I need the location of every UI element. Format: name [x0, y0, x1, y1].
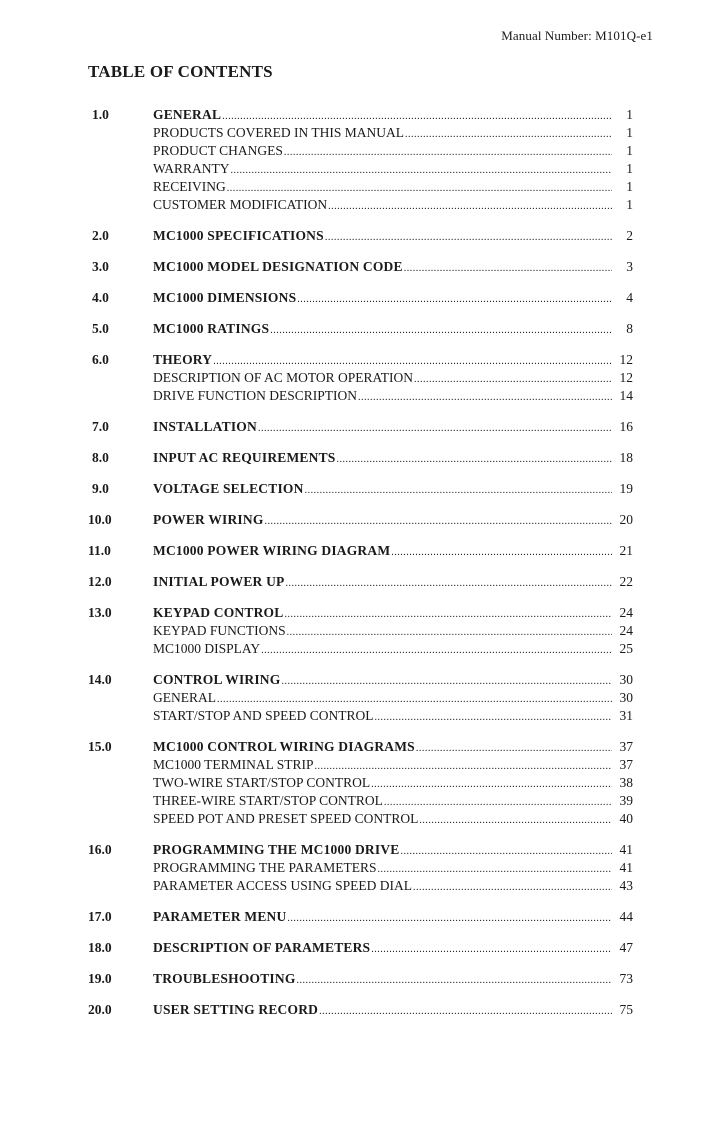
section-title: CONTROL WIRING	[153, 672, 281, 687]
section-number: 20.0	[88, 1002, 112, 1017]
toc-section	[88, 320, 633, 338]
section-title: DESCRIPTION OF PARAMETERS	[153, 940, 371, 955]
toc-section	[88, 939, 633, 957]
section-number: 2.0	[92, 228, 109, 243]
dot-leader	[231, 162, 613, 180]
toc-section	[88, 258, 633, 276]
page-number: 2	[626, 228, 633, 243]
dot-leader	[297, 972, 612, 990]
section-number: 7.0	[92, 419, 109, 434]
page-number: 1	[626, 197, 633, 212]
dot-leader	[375, 709, 612, 727]
dot-leader	[416, 740, 612, 758]
dot-leader	[358, 389, 612, 407]
toc-section	[88, 449, 633, 467]
dot-leader	[284, 606, 612, 624]
page-title: TABLE OF CONTENTS	[88, 62, 273, 81]
toc-entry	[88, 841, 633, 859]
subsection-title: RECEIVING	[153, 179, 226, 194]
page-number: 30	[619, 690, 633, 705]
section-number: 12.0	[88, 574, 112, 589]
dot-leader	[391, 544, 612, 562]
page-number: 4	[626, 290, 633, 305]
page-number: 75	[619, 1002, 633, 1017]
section-title: KEYPAD CONTROL	[153, 605, 284, 620]
page-number: 8	[626, 321, 633, 336]
toc-entry	[88, 908, 633, 926]
page-number: 39	[619, 793, 633, 808]
section-title: INITIAL POWER UP	[153, 574, 285, 589]
toc-subentry	[88, 142, 633, 160]
toc-subentry	[88, 124, 633, 142]
page-number: 38	[619, 775, 633, 790]
toc-subentry	[88, 160, 633, 178]
subsection-title: CUSTOMER MODIFICATION	[153, 197, 328, 212]
page-number: 43	[619, 878, 633, 893]
page-number: 30	[619, 672, 633, 687]
dot-leader	[265, 513, 612, 531]
toc-section	[88, 227, 633, 245]
toc-subentry	[88, 369, 633, 387]
toc-entry	[88, 351, 633, 369]
toc-subentry	[88, 689, 633, 707]
subsection-title: START/STOP AND SPEED CONTROL	[153, 708, 374, 723]
toc-entry	[88, 1001, 633, 1019]
section-title: MC1000 CONTROL WIRING DIAGRAMS	[153, 739, 415, 754]
toc-subentry	[88, 810, 633, 828]
page-number: 19	[619, 481, 633, 496]
subsection-title: PARAMETER ACCESS USING SPEED DIAL	[153, 878, 413, 893]
toc-entry	[88, 604, 633, 622]
toc-section	[88, 908, 633, 926]
section-number: 3.0	[92, 259, 109, 274]
section-title: USER SETTING RECORD	[153, 1002, 319, 1017]
page-number: 1	[626, 143, 633, 158]
toc-section	[88, 841, 633, 895]
dot-leader	[287, 624, 612, 642]
dot-leader	[378, 861, 612, 879]
page-number: 1	[626, 107, 633, 122]
page-number: 47	[619, 940, 633, 955]
toc-entry	[88, 671, 633, 689]
subsection-title: KEYPAD FUNCTIONS	[153, 623, 286, 638]
page-number: 24	[619, 605, 633, 620]
toc-subentry	[88, 877, 633, 895]
section-title: VOLTAGE SELECTION	[153, 481, 304, 496]
page-number: 1	[626, 125, 633, 140]
section-number: 5.0	[92, 321, 109, 336]
section-title: MC1000 POWER WIRING DIAGRAM	[153, 543, 391, 558]
toc-entry	[88, 289, 633, 307]
section-title: THEORY	[153, 352, 213, 367]
toc-entry	[88, 970, 633, 988]
dot-leader	[414, 371, 612, 389]
toc-entry	[88, 542, 633, 560]
dot-leader	[325, 229, 612, 247]
dot-leader	[404, 260, 612, 278]
toc-entry	[88, 511, 633, 529]
dot-leader	[305, 482, 612, 500]
toc-subentry	[88, 707, 633, 725]
page-number: 21	[619, 543, 633, 558]
toc-section	[88, 106, 633, 214]
section-number: 6.0	[92, 352, 109, 367]
toc-subentry	[88, 774, 633, 792]
toc-subentry	[88, 859, 633, 877]
toc-subentry	[88, 387, 633, 405]
toc-section	[88, 542, 633, 560]
dot-leader	[284, 144, 612, 162]
section-title: PROGRAMMING THE MC1000 DRIVE	[153, 842, 400, 857]
subsection-title: MC1000 DISPLAY	[153, 641, 261, 656]
toc-section	[88, 418, 633, 436]
page-number: 73	[619, 971, 633, 986]
table-of-contents	[88, 106, 633, 1032]
toc-subentry	[88, 178, 633, 196]
toc-entry	[88, 418, 633, 436]
toc-entry	[88, 258, 633, 276]
dot-leader	[261, 642, 612, 660]
toc-section	[88, 738, 633, 828]
toc-subentry	[88, 622, 633, 640]
section-title: TROUBLESHOOTING	[153, 971, 296, 986]
subsection-title: DESCRIPTION OF AC MOTOR OPERATION	[153, 370, 414, 385]
dot-leader	[371, 776, 612, 794]
toc-entry	[88, 449, 633, 467]
dot-leader	[287, 910, 612, 928]
dot-leader	[336, 451, 612, 469]
toc-entry	[88, 320, 633, 338]
section-number: 11.0	[88, 543, 111, 558]
dot-leader	[413, 879, 612, 897]
page-number: 1	[626, 161, 633, 176]
dot-leader	[281, 673, 612, 691]
page-number: 37	[619, 739, 633, 754]
section-number: 4.0	[92, 290, 109, 305]
section-title: INPUT AC REQUIREMENTS	[153, 450, 336, 465]
section-title: INSTALLATION	[153, 419, 257, 434]
section-number: 1.0	[92, 107, 109, 122]
section-number: 16.0	[88, 842, 112, 857]
page-number: 37	[619, 757, 633, 772]
toc-entry	[88, 573, 633, 591]
section-number: 13.0	[88, 605, 112, 620]
toc-entry	[88, 738, 633, 756]
page-number: 12	[619, 352, 633, 367]
page-number: 40	[619, 811, 633, 826]
dot-leader	[297, 291, 612, 309]
subsection-title: GENERAL	[153, 690, 216, 705]
dot-leader	[405, 126, 612, 144]
page-number: 22	[619, 574, 633, 589]
toc-section	[88, 351, 633, 405]
toc-subentry	[88, 196, 633, 214]
page-number: 1	[626, 179, 633, 194]
page-number: 41	[619, 842, 633, 857]
section-title: POWER WIRING	[153, 512, 264, 527]
page-number: 24	[619, 623, 633, 638]
subsection-title: SPEED POT AND PRESET SPEED CONTROL	[153, 811, 419, 826]
dot-leader	[270, 322, 612, 340]
subsection-title: TWO-WIRE START/STOP CONTROL	[153, 775, 371, 790]
toc-entry	[88, 939, 633, 957]
subsection-title: PROGRAMMING THE PARAMETERS	[153, 860, 377, 875]
dot-leader	[400, 843, 612, 861]
toc-section	[88, 1001, 633, 1019]
page-number: 44	[619, 909, 633, 924]
page-number: 12	[619, 370, 633, 385]
toc-subentry	[88, 792, 633, 810]
page-number: 25	[619, 641, 633, 656]
section-title: MC1000 SPECIFICATIONS	[153, 228, 324, 243]
subsection-title: PRODUCT CHANGES	[153, 143, 283, 158]
section-number: 9.0	[92, 481, 109, 496]
subsection-title: THREE-WIRE START/STOP CONTROL	[153, 793, 383, 808]
section-number: 8.0	[92, 450, 109, 465]
toc-entry	[88, 106, 633, 124]
page-number: 31	[619, 708, 633, 723]
page-number: 20	[619, 512, 633, 527]
dot-leader	[328, 198, 612, 216]
manual-number: Manual Number: M101Q-e1	[501, 28, 653, 43]
page-number: 18	[619, 450, 633, 465]
section-title: MC1000 DIMENSIONS	[153, 290, 297, 305]
dot-leader	[319, 1003, 612, 1021]
subsection-title: PRODUCTS COVERED IN THIS MANUAL	[153, 125, 405, 140]
dot-leader	[258, 420, 612, 438]
toc-section	[88, 573, 633, 591]
section-title: GENERAL	[153, 107, 222, 122]
toc-section	[88, 289, 633, 307]
toc-subentry	[88, 756, 633, 774]
toc-section	[88, 671, 633, 725]
page-number: 16	[619, 419, 633, 434]
toc-entry	[88, 227, 633, 245]
toc-section	[88, 480, 633, 498]
page-number: 14	[619, 388, 633, 403]
section-title: PARAMETER MENU	[153, 909, 287, 924]
page-number: 41	[619, 860, 633, 875]
section-number: 18.0	[88, 940, 112, 955]
toc-section	[88, 970, 633, 988]
section-title: MC1000 MODEL DESIGNATION CODE	[153, 259, 403, 274]
toc-section	[88, 604, 633, 658]
subsection-title: MC1000 TERMINAL STRIP	[153, 757, 314, 772]
dot-leader	[371, 941, 612, 959]
dot-leader	[285, 575, 612, 593]
section-number: 14.0	[88, 672, 112, 687]
section-number: 10.0	[88, 512, 112, 527]
section-number: 15.0	[88, 739, 112, 754]
section-number: 17.0	[88, 909, 112, 924]
toc-section	[88, 511, 633, 529]
section-number: 19.0	[88, 971, 112, 986]
toc-subentry	[88, 640, 633, 658]
page-number: 3	[626, 259, 633, 274]
dot-leader	[419, 812, 612, 830]
toc-entry	[88, 480, 633, 498]
subsection-title: DRIVE FUNCTION DESCRIPTION	[153, 388, 358, 403]
section-title: MC1000 RATINGS	[153, 321, 270, 336]
subsection-title: WARRANTY	[153, 161, 230, 176]
